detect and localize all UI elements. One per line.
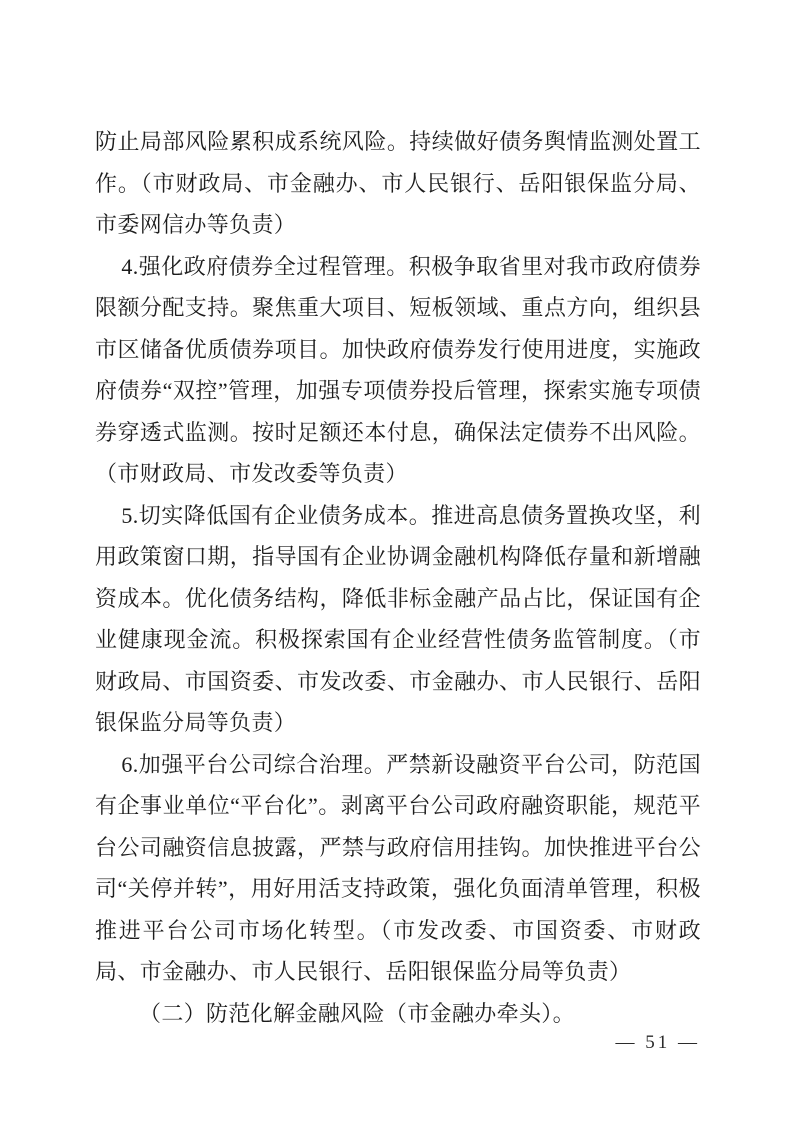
paragraph-item-5: 5.切实降低国有企业债务成本。推进高息债务置换攻坚，利用政策窗口期，指导国有企业协调金融机构降低存量和新增融资成本。优化债务结构，降低非标金融产品占比，保证国有企业健康现金流。积极探索国有企业经营性债务监管制度。（市财政局、市国资委、市发改委、市金融办、市人民银行、岳阳银保监分局等负责） xyxy=(95,502,701,735)
paragraph-item-4: 4.强化政府债券全过程管理。积极争取省里对我市政府债券限额分配支持。聚焦重大项目、短板领域、重点方向，组织县市区储备优质债券项目。加快政府债券发行使用进度，实施政府债券“双控”管理，加强专项债券投后管理，探索实施专项债券穿透式监测。按时足额还本付息，确保法定债券不出风险。（市财政局、市发改委等负责） xyxy=(95,253,701,486)
section-heading: （二）防范化解金融风险（市金融办牵头）。 xyxy=(139,1000,576,1026)
page-number: — 51 — xyxy=(615,1032,700,1053)
document-body xyxy=(95,121,701,1034)
paragraph-continuation: 防止局部风险累积成系统风险。持续做好债务舆情监测处置工作。（市财政局、市金融办、市人民银行、岳阳银保监分局、市委网信办等负责） xyxy=(95,129,701,237)
paragraph-item-6: 6.加强平台公司综合治理。严禁新设融资平台公司，防范国有企事业单位“平台化”。剥离平台公司政府融资职能，规范平台公司融资信息披露，严禁与政府信用挂钩。加快推进平台公司“关停并转”，用好用活支持政策，强化负面清单管理，积极推进平台公司市场化转型。（市发改委、市国资委、市财政局、市金融办、市人民银行、岳阳银保监分局等负责） xyxy=(95,751,701,984)
